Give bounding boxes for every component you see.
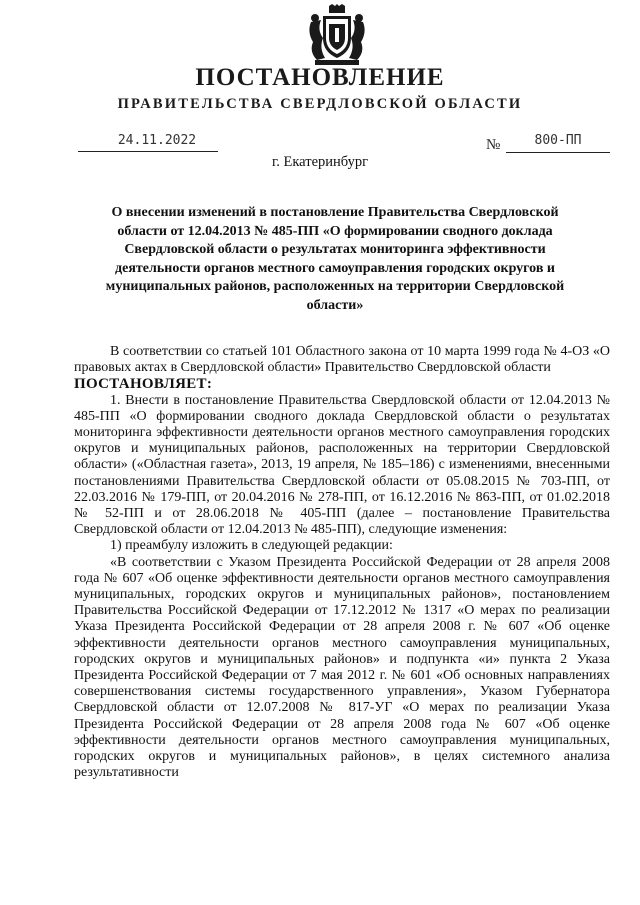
document-number: 800-ПП xyxy=(506,132,610,153)
paragraph-1: 1. Внести в постановление Правительства Свердловской области от 12.04.2013 № 485-ПП «О формировании сводного доклада Свердловской области о результатах мониторинга эффективности деятельности органов местного самоуправления городских округов и муниципальных районов, расположенных на территории Свердловской области» («Областная газета», 2013, 19 апреля, № 185–186) с изменениями, внесенными постановлениями Правительства Свердловской области от 05.08.2015 № 703-ПП, от 22.03.2016 № 179-ПП, от 20.04.2016 № 278-ПП, от 16.12.2016 № 863-ПП, от 01.02.2018 № 52-ПП и от 28.06.2018 № 405-ПП (далее – постановление Правительства Свердловской области от 12.04.2013 № 485-ПП), следующие изменения: xyxy=(74,392,610,538)
resolves-heading: ПОСТАНОВЛЯЕТ: xyxy=(74,376,213,393)
sverdlovsk-coat-of-arms-icon xyxy=(303,4,371,66)
paragraph-2: 1) преамбулу изложить в следующей редакции: xyxy=(110,538,393,554)
paragraph-3: «В соответствии с Указом Президента Российской Федерации от 28 апреля 2008 года № 607 «Об оценке эффективности деятельности органов местного самоуправления муниципальных, городских округов и муниципальных районов», постановлением Правительства Российской Федерации от 17.12.2012 № 1317 «О мерах по реализации Указа Президента Российской Федерации от 28 апреля 2008 г. № 607 «Об оценке эффективности деятельности органов местного самоуправления муниципальных, городских округов и муниципальных районов» и подпункта «и» пункта 2 Указа Президента Российской Федерации от 7 мая 2012 г. № 601 «Об основных направлениях совершенствования системы государственного управления», Указом Губернатора Свердловской области от 12.07.2008 № 817-УГ «О мерах по реализации Указа Президента Российской Федерации от 28 апреля 2008 года № 607 «Об оценке эффективности деятельности органов местного самоуправления муниципальных, городских округов и муниципальных районов», в целях системного анализа результативности xyxy=(74,554,610,781)
document-heading: О внесении изменений в постановление Правительства Свердловской области от 12.04.2013 № 485-ПП «О формировании сводного доклада Свердловской области о результатах мониторинга эффективности деятельности органов местного самоуправления городских округов и муниципальных районов, расположенных на территории Свердловской области» xyxy=(105,205,565,313)
number-sign: № xyxy=(486,137,501,153)
document-title: ПОСТАНОВЛЕНИЕ xyxy=(195,64,445,91)
preamble-paragraph: В соответствии со статьей 101 Областного закона от 10 марта 1999 года № 4-ОЗ «О правовых актах в Свердловской области» Правительство Свердловской области xyxy=(74,344,610,376)
document-body xyxy=(74,344,610,781)
document-date: 24.11.2022 xyxy=(78,132,218,152)
document-city: г. Екатеринбург xyxy=(271,154,369,170)
document-subtitle: ПРАВИТЕЛЬСТВА СВЕРДЛОВСКОЙ ОБЛАСТИ xyxy=(117,96,523,112)
